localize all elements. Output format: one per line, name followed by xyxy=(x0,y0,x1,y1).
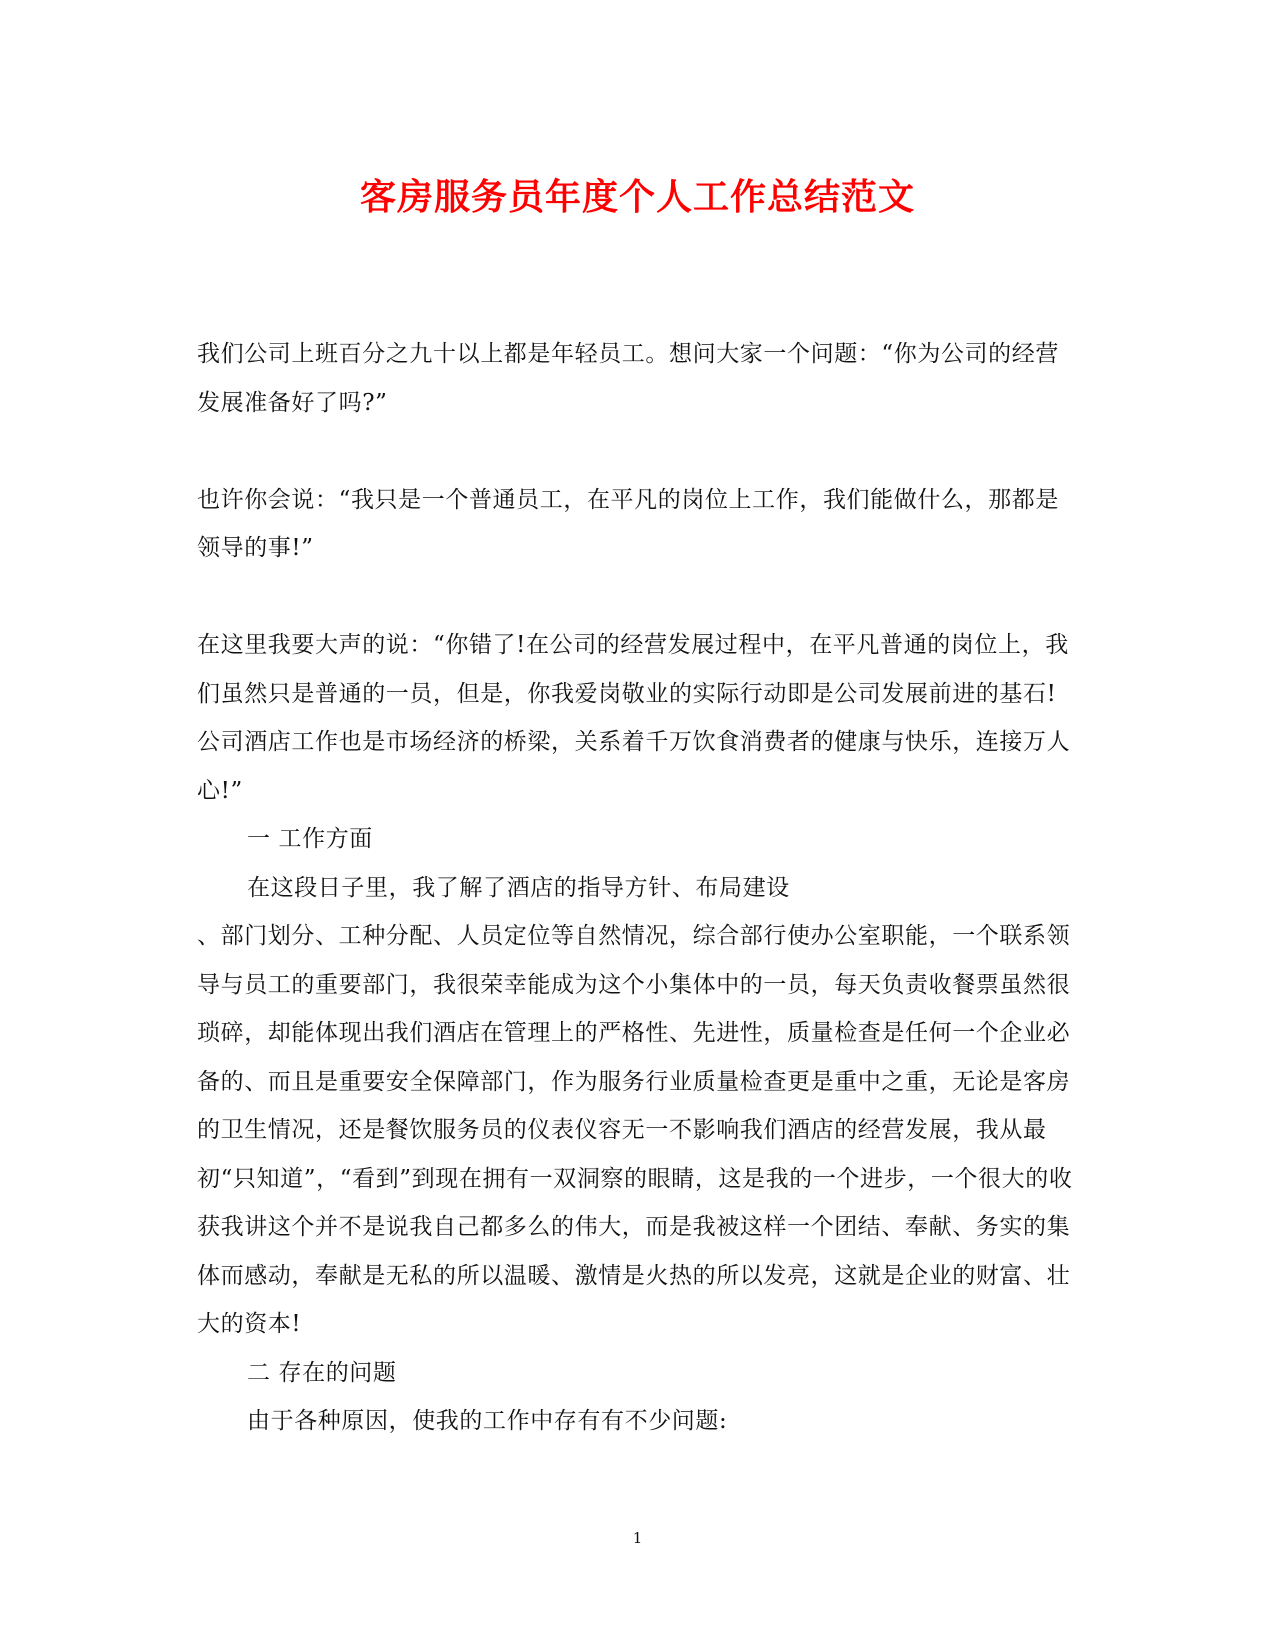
section-problems-body: 由于各种原因，使我的工作中存有有不少问题: xyxy=(247,1408,728,1434)
paragraph-gap xyxy=(197,573,1077,622)
section-heading-problems: 二 存在的问题 xyxy=(247,1359,397,1386)
paragraph-response: 在这里我要大声的说：“你错了!在公司的经营发展过程中，在平凡普通的岗位上，我们虽然只是普通的一员，但是，你我爱岗敬业的实际行动即是公司发展前进的基石!公司酒店工作也是市场经济的桥梁，关系着千万饮食消费者的健康与快乐，连接万人心!” xyxy=(197,632,1071,804)
paragraph-gap xyxy=(197,427,1077,476)
section-work-first-line: 在这段日子里，我了解了酒店的指导方针、布局建设 xyxy=(247,874,790,901)
section-heading-work: 一 工作方面 xyxy=(247,826,373,852)
document-body xyxy=(197,330,1077,1446)
page-number: 1 xyxy=(632,1529,643,1547)
document-title: 客房服务员年度个人工作总结范文 xyxy=(359,176,915,218)
paragraph-intro: 我们公司上班百分之九十以上都是年轻员工。想问大家一个问题：“你为公司的经营发展准备好了吗?” xyxy=(197,341,1059,416)
section-work-body: 、部门划分、工种分配、人员定位等自然情况，综合部行使办公室职能，一个联系领导与员工的重要部门，我很荣幸能成为这个小集体中的一员，每天负责收餐票虽然很琐碎，却能体现出我们酒店在管理上的严格性、先进性，质量检查是任何一个企业必备的、而且是重要安全保障部门，作为服务行业质量检查更是重中之重，无论是客房的卫生情况，还是餐饮服务员的仪表仪容无一不影响我们酒店的经营发展，我从最初“只知道”，“看到”到现在拥有一双洞察的眼睛，这是我的一个进步，一个很大的收获我讲这个并不是说我自己都多么的伟大，而是我被这样一个团结、奉献、务实的集体而感动，奉献是无私的所以温暖、激情是火热的所以发亮，这就是企业的财富、壮大的资本! xyxy=(197,923,1073,1337)
paragraph-reply: 也许你会说：“我只是一个普通员工，在平凡的岗位上工作，我们能做什么，那都是领导的事!” xyxy=(197,486,1059,561)
